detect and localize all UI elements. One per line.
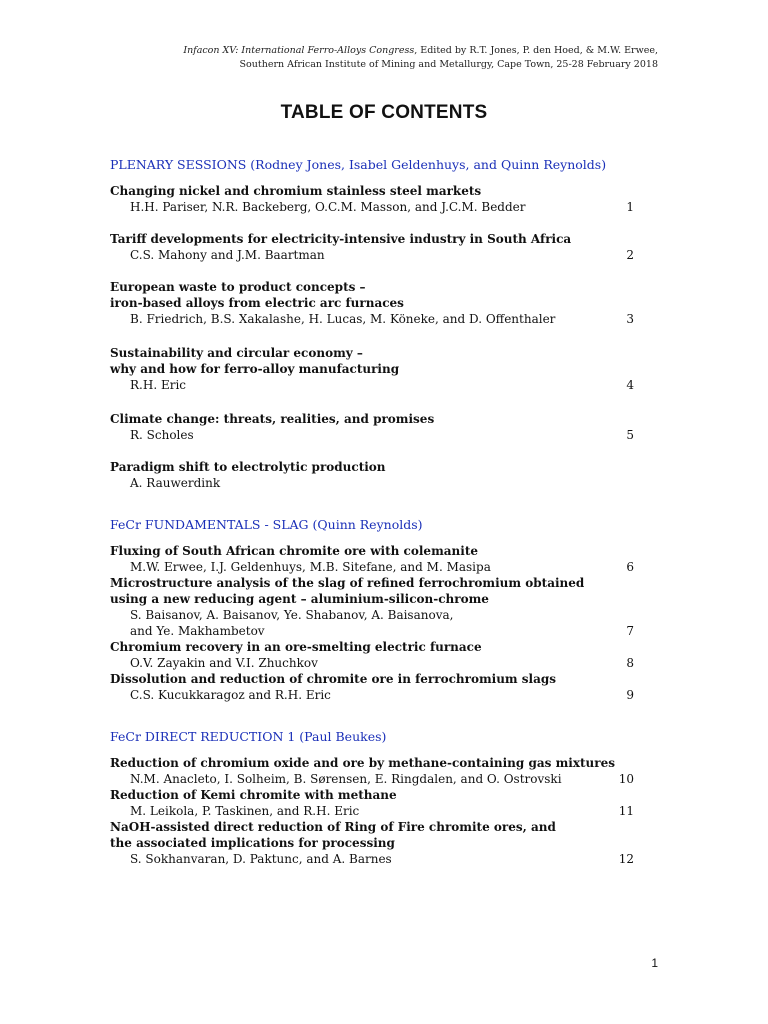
entry-authors: S. Sokhanvaran, D. Paktunc, and A. Barnes (130, 852, 392, 866)
toc-entry[interactable] (110, 575, 634, 639)
entry-authors: M. Leikola, P. Taskinen, and R.H. Eric (130, 804, 360, 818)
author-line (110, 199, 634, 215)
toc-section (110, 729, 634, 867)
entry-title: Reduction of Kemi chromite with methane (110, 788, 397, 802)
toc-entry[interactable] (110, 183, 634, 215)
entry-authors: B. Friedrich, B.S. Xakalashe, H. Lucas, M. Köneke, and D. Offenthaler (130, 312, 556, 326)
author-line (110, 803, 634, 819)
entry-title: Changing nickel and chromium stainless steel markets (110, 184, 482, 198)
author-line (110, 687, 634, 703)
entry-authors: R.H. Eric (130, 378, 186, 392)
author-line (110, 311, 634, 327)
entry-page-number: 5 (626, 428, 634, 442)
entry-title: using a new reducing agent – aluminium-silicon-chrome (110, 592, 489, 606)
author-line (110, 771, 634, 787)
congress-name: Infacon XV: International Ferro-Alloys Congress (183, 45, 415, 56)
entry-page-number: 2 (626, 248, 634, 262)
section-heading[interactable]: FeCr FUNDAMENTALS - SLAG (Quinn Reynolds) (110, 517, 423, 532)
page-number: 1 (651, 956, 658, 970)
entry-title: Paradigm shift to electrolytic production (110, 460, 386, 474)
entry-page-number: 3 (626, 312, 634, 326)
entry-title: Chromium recovery in an ore-smelting electric furnace (110, 640, 482, 654)
editors: , Edited by R.T. Jones, P. den Hoed, & M.W. Erwee, (414, 45, 658, 56)
author-line (110, 475, 634, 491)
entry-authors: C.S. Mahony and J.M. Baartman (130, 248, 325, 262)
toc-entry[interactable] (110, 411, 634, 443)
entry-authors: H.H. Pariser, N.R. Backeberg, O.C.M. Masson, and J.C.M. Bedder (130, 200, 526, 214)
entry-page-number (614, 475, 634, 491)
author-line (110, 607, 634, 623)
entry-authors: A. Rauwerdink (130, 476, 221, 490)
entry-authors: C.S. Kucukkaragoz and R.H. Eric (130, 688, 331, 702)
entry-page-number: 8 (626, 656, 634, 670)
toc-entry[interactable] (110, 231, 634, 263)
toc-entry[interactable] (110, 345, 634, 393)
header-line-2: Southern African Institute of Mining and Metallurgy, Cape Town, 25-28 February 2018 (239, 59, 658, 70)
author-line (110, 247, 634, 263)
entry-authors: O.V. Zayakin and V.I. Zhuchkov (130, 656, 318, 670)
author-line (110, 623, 634, 639)
author-line (110, 559, 634, 575)
toc-entry[interactable] (110, 787, 634, 819)
entry-page-number: 10 (618, 772, 634, 786)
author-line (110, 655, 634, 671)
toc-section (110, 157, 634, 491)
entry-authors: N.M. Anacleto, I. Solheim, B. Sørensen, E. Ringdalen, and O. Ostrovski (130, 772, 562, 786)
toc-section (110, 517, 634, 703)
entry-title: why and how for ferro-alloy manufacturing (110, 362, 400, 376)
document-header (183, 44, 658, 72)
toc-entry[interactable] (110, 459, 634, 491)
table-of-contents (110, 157, 634, 867)
entry-title: the associated implications for processing (110, 836, 395, 850)
entry-title: Fluxing of South African chromite ore with colemanite (110, 544, 478, 558)
entry-authors: S. Baisanov, A. Baisanov, Ye. Shabanov, A. Baisanova, (130, 608, 454, 622)
toc-entry[interactable] (110, 755, 634, 787)
entry-title: Tariff developments for electricity-intensive industry in South Africa (110, 232, 572, 246)
entry-title: Dissolution and reduction of chromite ore in ferrochromium slags (110, 672, 557, 686)
page-title: TABLE OF CONTENTS (280, 102, 488, 123)
author-line (110, 851, 634, 867)
section-heading[interactable]: PLENARY SESSIONS (Rodney Jones, Isabel Geldenhuys, and Quinn Reynolds) (110, 157, 607, 172)
entry-title: Microstructure analysis of the slag of refined ferrochromium obtained (110, 576, 585, 590)
entry-authors: M.W. Erwee, I.J. Geldenhuys, M.B. Sitefane, and M. Masipa (130, 560, 491, 574)
entry-authors: and Ye. Makhambetov (130, 624, 265, 638)
toc-entry[interactable] (110, 819, 634, 867)
toc-entry[interactable] (110, 279, 634, 327)
toc-entry[interactable] (110, 543, 634, 575)
entry-page-number: 7 (626, 624, 634, 638)
entry-title: Reduction of chromium oxide and ore by methane-containing gas mixtures (110, 756, 615, 770)
entry-page-number: 4 (626, 378, 634, 392)
entry-title: Sustainability and circular economy – (110, 346, 363, 360)
entry-page-number: 9 (626, 688, 634, 702)
entry-title: European waste to product concepts – (110, 280, 366, 294)
toc-entry[interactable] (110, 671, 634, 703)
author-line (110, 427, 634, 443)
entry-title: NaOH-assisted direct reduction of Ring of Fire chromite ores, and (110, 820, 556, 834)
entry-page-number: 6 (626, 560, 634, 574)
entry-title: Climate change: threats, realities, and promises (110, 412, 435, 426)
header-line-1 (183, 44, 658, 58)
section-heading[interactable]: FeCr DIRECT REDUCTION 1 (Paul Beukes) (110, 729, 387, 744)
entry-page-number: 12 (618, 852, 634, 866)
toc-entry[interactable] (110, 639, 634, 671)
entry-page-number (614, 607, 634, 623)
entry-page-number: 11 (618, 804, 634, 818)
entry-page-number: 1 (626, 200, 634, 214)
entry-title: iron-based alloys from electric arc furnaces (110, 296, 404, 310)
author-line (110, 377, 634, 393)
entry-authors: R. Scholes (130, 428, 194, 442)
